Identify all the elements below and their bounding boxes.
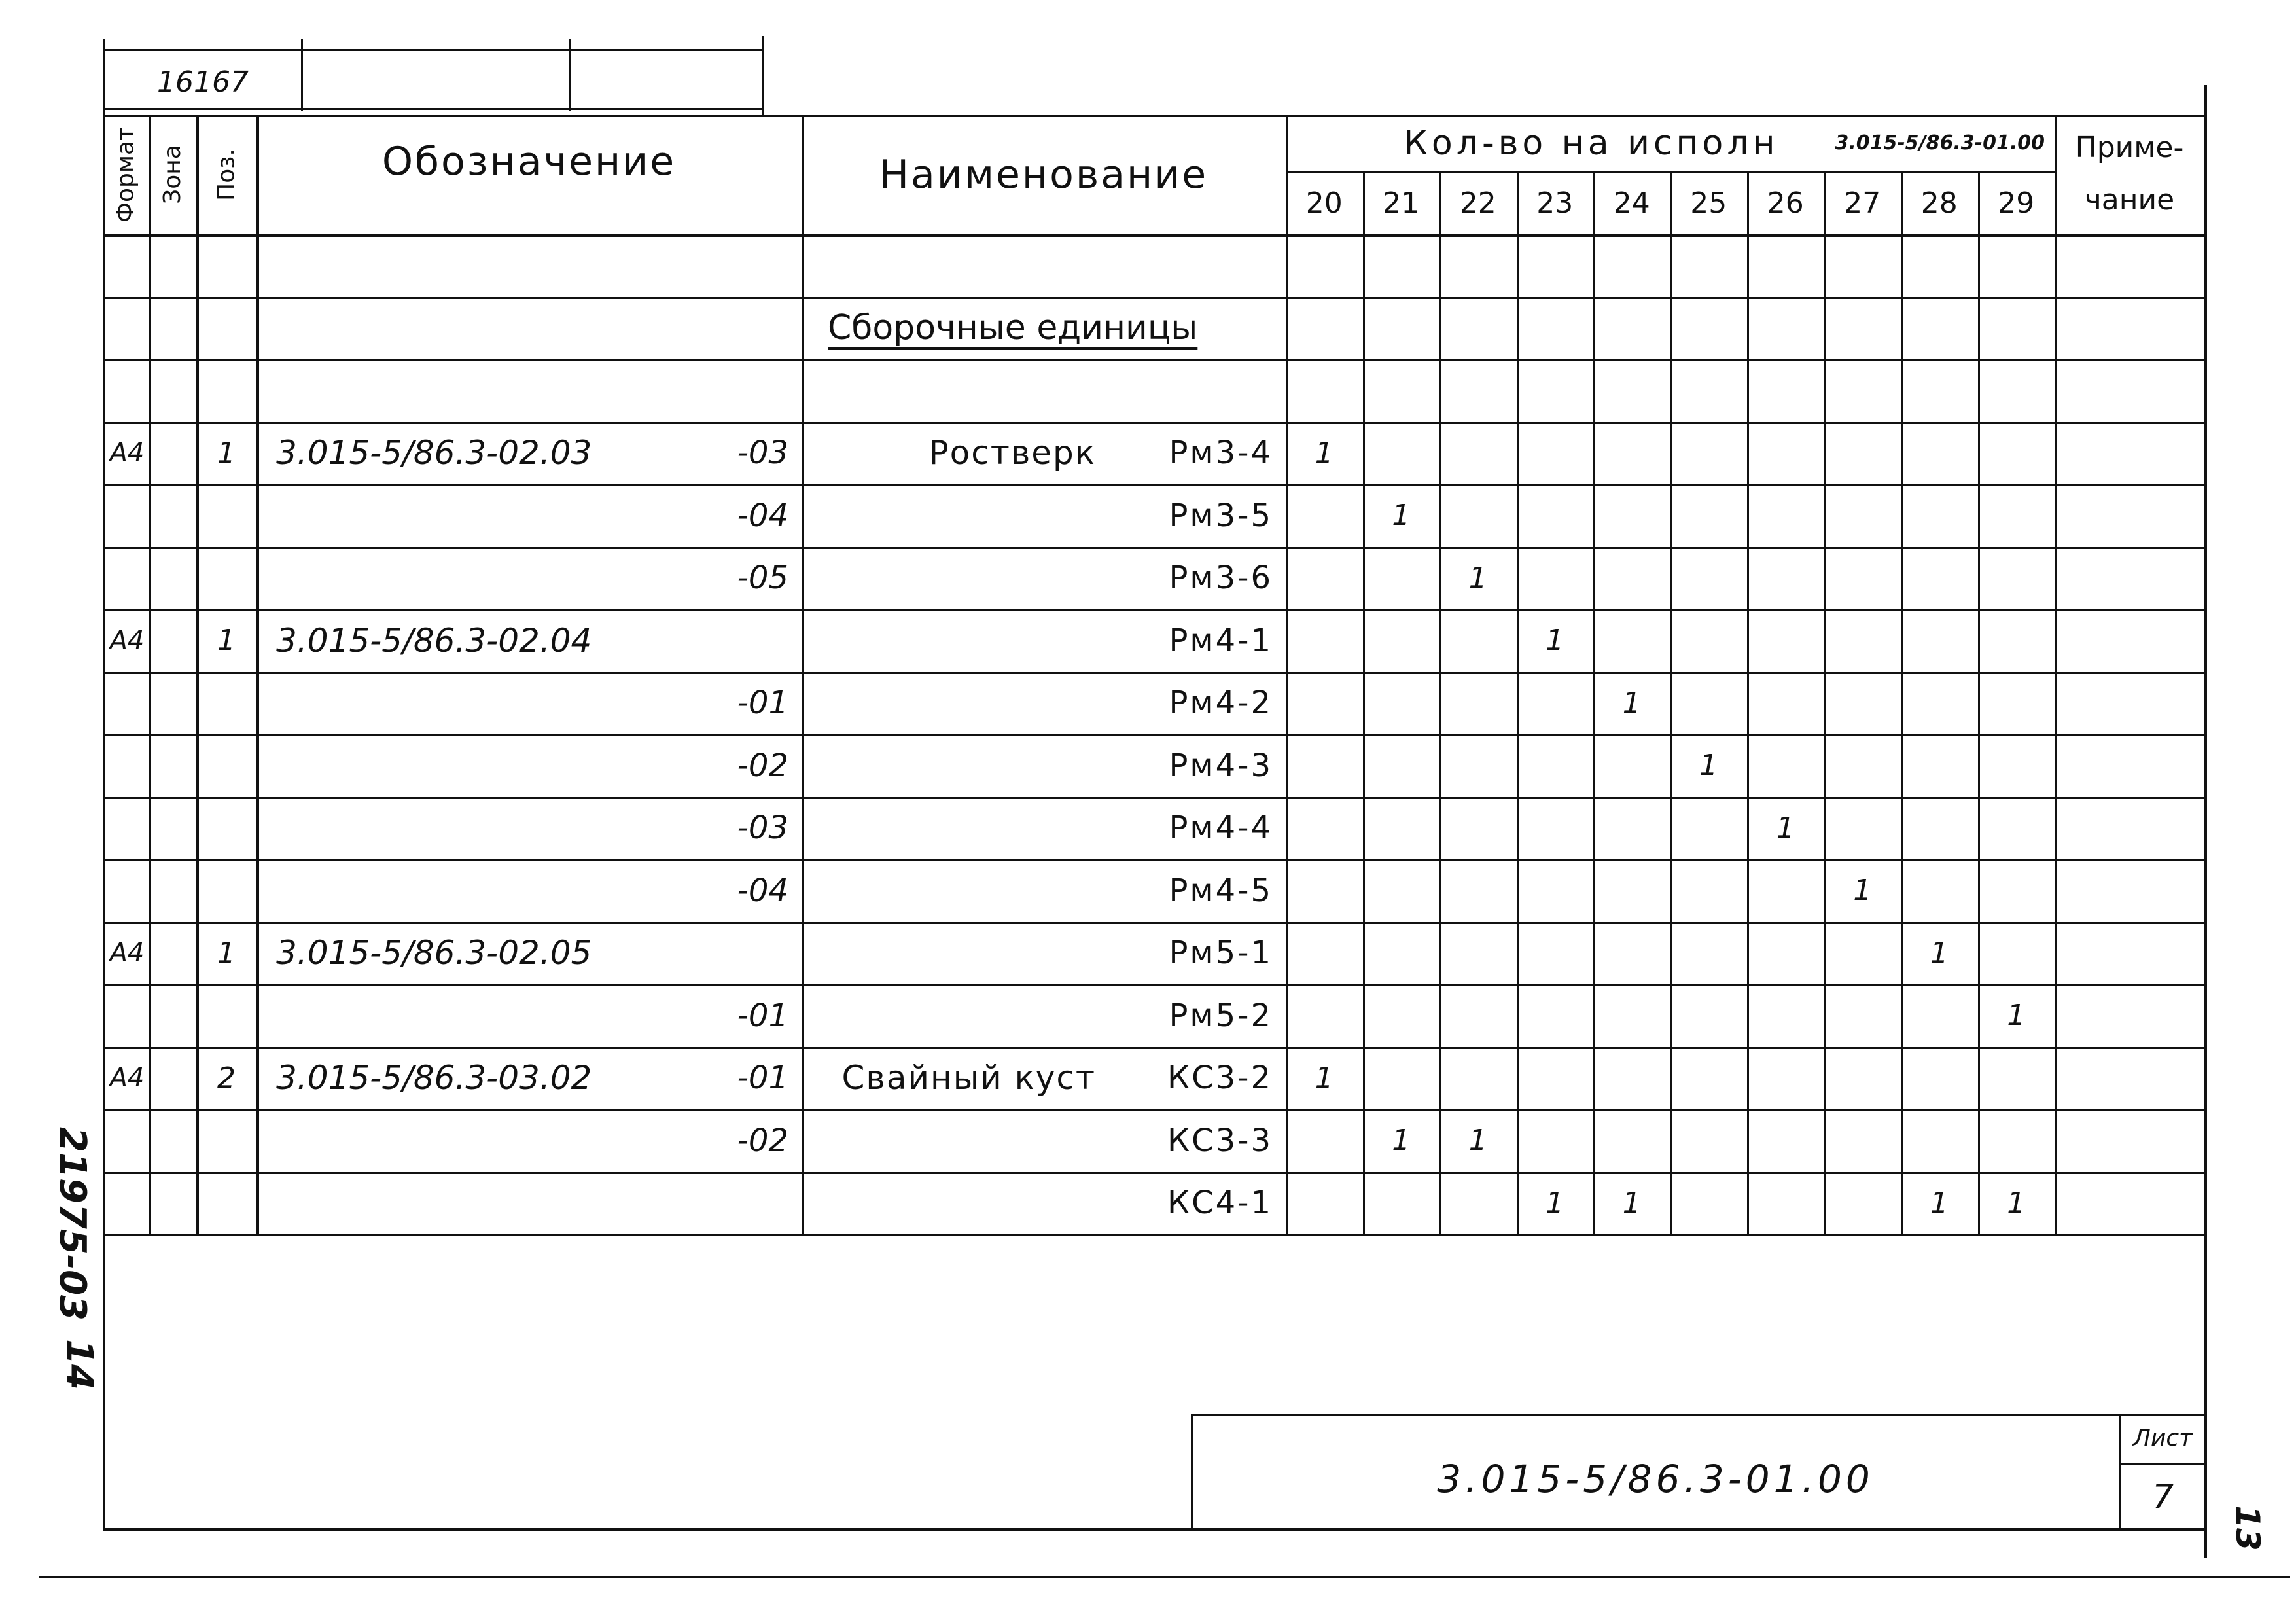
row-designation-suffix	[690, 609, 788, 672]
row-format: A4	[109, 625, 145, 656]
row-designation-suffix: -04	[737, 872, 788, 909]
title-block-top	[1191, 1414, 2204, 1416]
row-quantity-variant-27	[1824, 1172, 1901, 1235]
row-quantity-variant-23	[1517, 422, 1594, 485]
row-designation-suffix	[690, 1172, 788, 1235]
row-position	[196, 547, 256, 610]
row-quantity-variant-22: 1	[1468, 1124, 1487, 1158]
row-quantity-variant-28	[1901, 609, 1978, 672]
row-quantity-variant-25	[1670, 672, 1748, 735]
row-quantity-variant-20	[1286, 734, 1363, 797]
row-designation: 3.015-5/86.3-02.04	[276, 621, 592, 660]
row-designation-suffix: -02	[737, 1122, 788, 1159]
row-quantity-variant-23	[1517, 922, 1594, 985]
row-quantity-variant-23: 1	[1545, 624, 1564, 658]
row-designation	[276, 859, 695, 922]
row-quantity-variant-22	[1439, 734, 1517, 797]
variant-column-26: 26	[1767, 186, 1804, 220]
row-name: Свайный куст	[841, 1059, 1096, 1097]
row-quantity-variant-20	[1286, 1109, 1363, 1172]
header-note-line1: Приме-	[2075, 130, 2184, 164]
row-quantity-variant-28	[1901, 484, 1978, 547]
variant-column-25: 25	[1690, 186, 1727, 220]
row-quantity-variant-20	[1286, 984, 1363, 1047]
row-quantity-variant-28	[1901, 984, 1978, 1047]
row-format	[105, 1109, 149, 1172]
row-designation-suffix: -02	[737, 747, 788, 784]
row-quantity-variant-26	[1747, 1109, 1824, 1172]
row-quantity-variant-20	[1286, 859, 1363, 922]
row-quantity-variant-24	[1593, 984, 1670, 1047]
row-quantity-variant-22: 1	[1468, 561, 1487, 595]
row-quantity-variant-27	[1824, 484, 1901, 547]
row-format	[105, 797, 149, 860]
row-line	[103, 359, 2204, 361]
stamp-divider	[569, 39, 571, 111]
column-line	[149, 115, 151, 1234]
row-quantity-variant-25	[1670, 547, 1748, 610]
row-quantity-variant-26	[1747, 422, 1824, 485]
row-position	[196, 734, 256, 797]
row-designation-suffix: -01	[737, 1060, 788, 1097]
row-format: A4	[109, 938, 145, 969]
row-quantity-variant-22	[1439, 859, 1517, 922]
row-quantity-variant-20: 1	[1315, 436, 1333, 470]
row-quantity-variant-26	[1747, 547, 1824, 610]
row-quantity-variant-26	[1747, 1047, 1824, 1110]
row-mark: Рм4-5	[1169, 872, 1273, 909]
row-quantity-variant-29	[1978, 734, 2055, 797]
row-quantity-variant-28	[1901, 797, 1978, 860]
row-name	[815, 734, 1096, 797]
variant-column-21: 21	[1383, 186, 1420, 220]
row-quantity-variant-21	[1363, 734, 1440, 797]
row-quantity-variant-22	[1439, 672, 1517, 735]
row-designation	[276, 1109, 695, 1172]
row-designation-suffix: -03	[737, 810, 788, 847]
row-position: 1	[217, 936, 236, 970]
row-quantity-variant-26	[1747, 734, 1824, 797]
row-name	[815, 484, 1096, 547]
row-designation: 3.015-5/86.3-02.03	[276, 434, 592, 473]
row-quantity-variant-22	[1439, 797, 1517, 860]
row-quantity-variant-20	[1286, 484, 1363, 547]
row-quantity-variant-29	[1978, 1047, 2055, 1110]
row-quantity-variant-24	[1593, 547, 1670, 610]
row-quantity-variant-21	[1363, 609, 1440, 672]
row-quantity-variant-21	[1363, 547, 1440, 610]
variant-column-28: 28	[1920, 186, 1958, 220]
row-quantity-variant-29	[1978, 797, 2055, 860]
row-quantity-variant-29	[1978, 609, 2055, 672]
row-quantity-variant-26	[1747, 922, 1824, 985]
variant-column-24: 24	[1613, 186, 1650, 220]
row-quantity-variant-22	[1439, 609, 1517, 672]
header-designation: Обозначение	[381, 138, 677, 185]
row-position	[196, 1109, 256, 1172]
row-quantity-variant-24	[1593, 859, 1670, 922]
row-format: A4	[109, 438, 145, 469]
row-quantity-variant-26	[1747, 484, 1824, 547]
row-mark: Рм4-1	[1169, 622, 1273, 659]
row-format	[105, 547, 149, 610]
row-position	[196, 859, 256, 922]
row-quantity-variant-29: 1	[2007, 1186, 2026, 1220]
row-quantity-variant-25	[1670, 609, 1748, 672]
row-quantity-variant-24	[1593, 609, 1670, 672]
row-quantity-variant-25	[1670, 1047, 1748, 1110]
page-number-right: 13	[2229, 1505, 2267, 1551]
row-position	[196, 984, 256, 1047]
row-format	[105, 984, 149, 1047]
row-quantity-variant-25	[1670, 1109, 1748, 1172]
row-quantity-variant-27	[1824, 422, 1901, 485]
header-note-line2: чание	[2084, 183, 2175, 217]
row-name	[815, 1109, 1096, 1172]
stamp-divider	[301, 39, 303, 111]
row-designation: 3.015-5/86.3-02.05	[276, 934, 592, 972]
row-quantity-variant-25	[1670, 859, 1748, 922]
row-mark: Рм5-1	[1169, 935, 1273, 972]
page-bottom-rule	[39, 1576, 2290, 1578]
row-quantity-variant-28	[1901, 547, 1978, 610]
row-quantity-variant-21: 1	[1392, 499, 1411, 533]
row-quantity-variant-28	[1901, 672, 1978, 735]
row-mark: КС4-1	[1167, 1185, 1273, 1222]
row-position	[196, 1172, 256, 1235]
row-quantity-variant-21: 1	[1392, 1124, 1411, 1158]
row-quantity-variant-21	[1363, 922, 1440, 985]
row-designation-suffix: -01	[737, 685, 788, 722]
row-mark: Рм5-2	[1169, 997, 1273, 1034]
row-quantity-variant-23	[1517, 547, 1594, 610]
row-quantity-variant-22	[1439, 1047, 1517, 1110]
variant-column-23: 23	[1536, 186, 1574, 220]
row-quantity-variant-25	[1670, 922, 1748, 985]
outer-border-right	[2204, 85, 2207, 1558]
row-quantity-variant-28: 1	[1930, 1186, 1949, 1220]
section-title-assembly-units: Сборочные единицы	[828, 308, 1198, 348]
row-quantity-variant-20	[1286, 547, 1363, 610]
row-position: 2	[217, 1061, 236, 1095]
row-quantity-variant-23	[1517, 984, 1594, 1047]
row-quantity-variant-25	[1670, 797, 1748, 860]
row-quantity-variant-24	[1593, 422, 1670, 485]
row-quantity-variant-24	[1593, 1109, 1670, 1172]
row-quantity-variant-20	[1286, 797, 1363, 860]
row-designation-suffix: -04	[737, 497, 788, 534]
column-line	[802, 115, 804, 1234]
row-name	[815, 672, 1096, 735]
row-quantity-variant-27	[1824, 734, 1901, 797]
sheet-number: 7	[2151, 1477, 2174, 1517]
row-quantity-variant-23	[1517, 797, 1594, 860]
row-quantity-variant-27	[1824, 797, 1901, 860]
header-quantity-document: 3.015-5/86.3-01.00	[1835, 132, 2045, 154]
header-name: Наименование	[879, 151, 1209, 198]
variant-column-20: 20	[1305, 186, 1343, 220]
row-quantity-variant-20	[1286, 1172, 1363, 1235]
row-quantity-variant-26	[1747, 859, 1824, 922]
row-designation-suffix	[690, 922, 788, 985]
row-quantity-variant-22	[1439, 984, 1517, 1047]
row-quantity-variant-29	[1978, 1109, 2055, 1172]
row-quantity-variant-21	[1363, 984, 1440, 1047]
row-mark: КС3-2	[1167, 1060, 1273, 1097]
row-quantity-variant-25	[1670, 484, 1748, 547]
row-quantity-variant-27: 1	[1853, 874, 1872, 908]
row-quantity-variant-24: 1	[1622, 686, 1641, 720]
row-mark: Рм4-4	[1169, 810, 1273, 847]
variant-column-22: 22	[1459, 186, 1496, 220]
row-quantity-variant-27	[1824, 1109, 1901, 1172]
row-quantity-variant-23: 1	[1545, 1186, 1564, 1220]
row-quantity-variant-25: 1	[1699, 749, 1718, 783]
row-quantity-variant-20	[1286, 922, 1363, 985]
title-block-left	[1191, 1414, 1193, 1528]
row-designation-suffix: -05	[737, 560, 788, 597]
row-quantity-variant-28	[1901, 422, 1978, 485]
row-quantity-variant-21	[1363, 1172, 1440, 1235]
row-line	[103, 1234, 2204, 1236]
row-quantity-variant-20	[1286, 609, 1363, 672]
header-bottom	[103, 234, 2204, 237]
row-mark: Рм3-6	[1169, 560, 1273, 597]
row-designation	[276, 797, 695, 860]
row-quantity-variant-29	[1978, 484, 2055, 547]
row-designation	[276, 1172, 695, 1235]
row-quantity-variant-27	[1824, 672, 1901, 735]
row-quantity-variant-29	[1978, 422, 2055, 485]
title-block-sheet-split	[2119, 1463, 2204, 1465]
row-quantity-variant-26	[1747, 672, 1824, 735]
row-name	[815, 797, 1096, 860]
row-quantity-variant-26: 1	[1776, 811, 1795, 845]
row-quantity-variant-25	[1670, 422, 1748, 485]
row-quantity-variant-23	[1517, 1109, 1594, 1172]
row-quantity-variant-21	[1363, 422, 1440, 485]
row-quantity-variant-28	[1901, 734, 1978, 797]
row-quantity-variant-24	[1593, 1047, 1670, 1110]
row-quantity-variant-29	[1978, 547, 2055, 610]
row-quantity-variant-23	[1517, 672, 1594, 735]
row-format	[105, 859, 149, 922]
row-format	[105, 484, 149, 547]
row-quantity-variant-24: 1	[1622, 1186, 1641, 1220]
row-quantity-variant-27	[1824, 1047, 1901, 1110]
row-quantity-variant-29: 1	[2007, 999, 2026, 1033]
row-quantity-variant-26	[1747, 1172, 1824, 1235]
row-quantity-variant-25	[1670, 984, 1748, 1047]
row-mark: КС3-3	[1167, 1122, 1273, 1159]
row-quantity-variant-29	[1978, 922, 2055, 985]
header-zone: Зона	[159, 145, 186, 204]
row-quantity-variant-21	[1363, 672, 1440, 735]
row-quantity-variant-23	[1517, 1047, 1594, 1110]
row-quantity-variant-22	[1439, 1172, 1517, 1235]
row-name	[815, 984, 1096, 1047]
row-name: Ростверк	[928, 434, 1096, 473]
row-quantity-variant-23	[1517, 734, 1594, 797]
row-quantity-variant-28	[1901, 859, 1978, 922]
row-quantity-variant-23	[1517, 484, 1594, 547]
row-quantity-variant-28	[1901, 1109, 1978, 1172]
row-quantity-variant-21	[1363, 797, 1440, 860]
row-quantity-variant-28	[1901, 1047, 1978, 1110]
variant-column-27: 27	[1844, 186, 1881, 220]
row-quantity-variant-24	[1593, 484, 1670, 547]
row-position	[196, 672, 256, 735]
row-designation-suffix: -03	[737, 435, 788, 472]
row-quantity-variant-27	[1824, 609, 1901, 672]
stamp-divider	[762, 36, 764, 115]
row-quantity-variant-21	[1363, 1047, 1440, 1110]
row-quantity-variant-27	[1824, 984, 1901, 1047]
row-name	[815, 1172, 1096, 1235]
row-quantity-variant-24	[1593, 922, 1670, 985]
row-quantity-variant-28: 1	[1930, 936, 1949, 970]
row-mark: Рм4-3	[1169, 747, 1273, 784]
variant-column-29: 29	[1998, 186, 2035, 220]
row-quantity-variant-22	[1439, 484, 1517, 547]
sheet-label: Лист	[2132, 1425, 2193, 1452]
header-format: Формат	[112, 126, 139, 223]
row-quantity-variant-26	[1747, 984, 1824, 1047]
column-line	[256, 115, 259, 1234]
row-format: A4	[109, 1063, 145, 1094]
row-designation	[276, 547, 695, 610]
row-position	[196, 484, 256, 547]
row-designation	[276, 672, 695, 735]
row-mark: Рм3-5	[1169, 497, 1273, 534]
row-designation	[276, 984, 695, 1047]
row-quantity-variant-23	[1517, 859, 1594, 922]
document-code: 3.015-5/86.3-01.00	[1437, 1457, 1874, 1501]
row-quantity-variant-20	[1286, 672, 1363, 735]
row-quantity-variant-24	[1593, 797, 1670, 860]
row-designation	[276, 734, 695, 797]
row-quantity-variant-20: 1	[1315, 1061, 1333, 1095]
row-quantity-variant-27	[1824, 547, 1901, 610]
column-line	[2055, 115, 2057, 1234]
row-name	[815, 859, 1096, 922]
stamp-line	[103, 108, 764, 110]
header-position: Поз.	[213, 148, 239, 201]
row-designation	[276, 484, 695, 547]
inventory-number-margin: 21975-03	[51, 1127, 94, 1321]
row-format	[105, 734, 149, 797]
row-quantity-variant-25	[1670, 1172, 1748, 1235]
row-name	[815, 547, 1096, 610]
inventory-stamp-number: 16167	[157, 65, 249, 99]
row-quantity-variant-27	[1824, 922, 1901, 985]
row-position: 1	[217, 436, 236, 470]
row-position	[196, 797, 256, 860]
row-quantity-variant-29	[1978, 859, 2055, 922]
header-quantity: Кол-во на исполн	[1404, 123, 1779, 163]
row-quantity-variant-21	[1363, 859, 1440, 922]
row-quantity-variant-22	[1439, 422, 1517, 485]
stamp-line	[103, 49, 764, 51]
row-designation-suffix: -01	[737, 997, 788, 1034]
row-quantity-variant-29	[1978, 672, 2055, 735]
row-format	[105, 1172, 149, 1235]
row-name	[815, 609, 1096, 672]
row-position: 1	[217, 624, 236, 658]
row-quantity-variant-22	[1439, 922, 1517, 985]
row-format	[105, 672, 149, 735]
row-name	[815, 922, 1096, 985]
row-mark: Рм4-2	[1169, 685, 1273, 722]
row-mark: Рм3-4	[1169, 435, 1273, 472]
row-quantity-variant-24	[1593, 734, 1670, 797]
row-quantity-variant-26	[1747, 609, 1824, 672]
row-designation: 3.015-5/86.3-03.02	[276, 1059, 592, 1097]
page-number-left: 14	[58, 1339, 100, 1390]
